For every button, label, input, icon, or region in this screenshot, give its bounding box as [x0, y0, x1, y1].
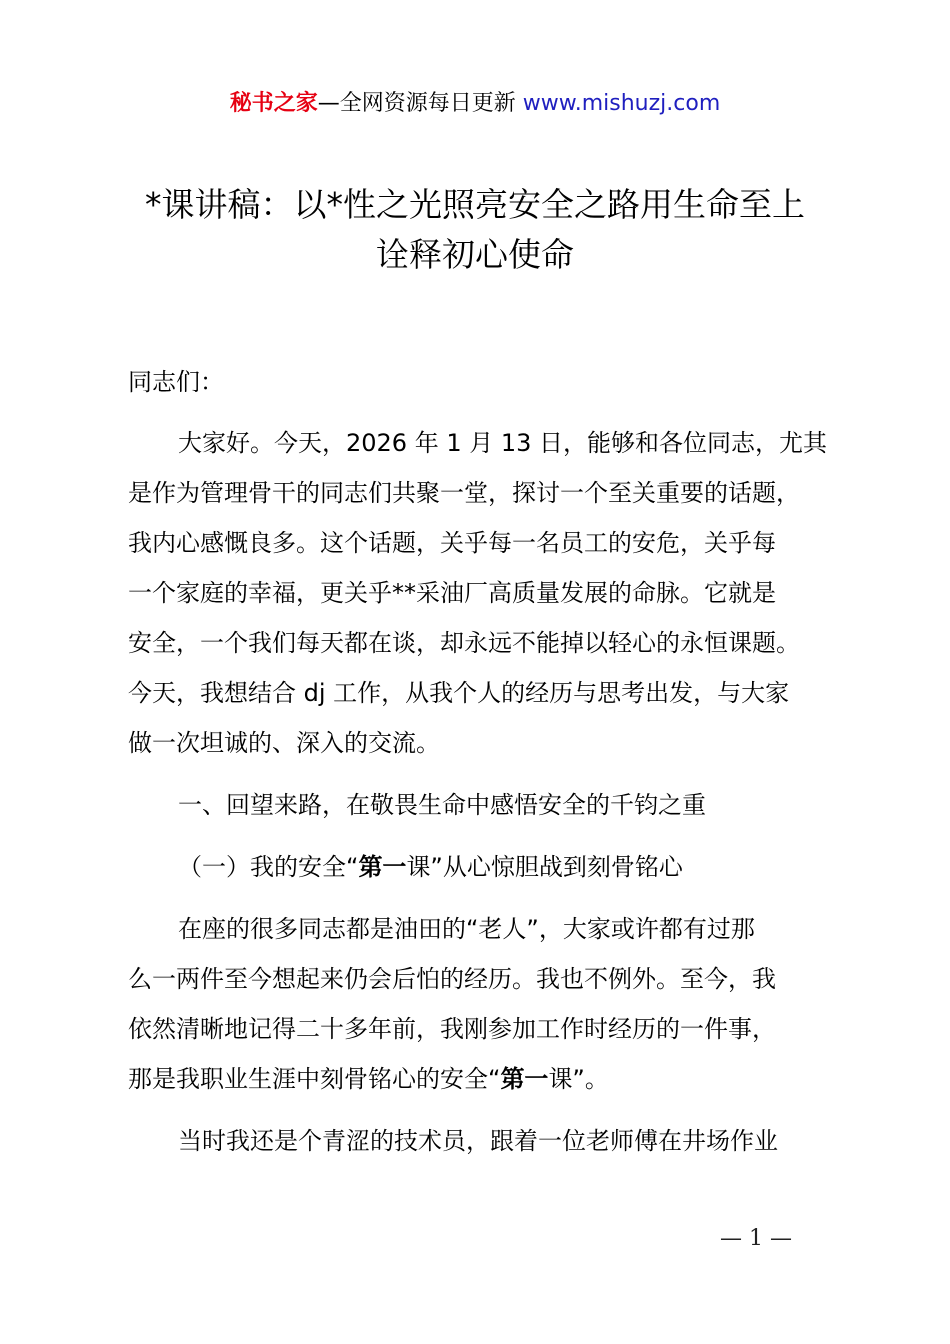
paragraph-1-line: 大家好。今天，2026 年 1 月 13 日，能够和各位同志，尤其 [178, 429, 828, 457]
paragraph-text: 课”。 [548, 1065, 609, 1093]
paragraph-2-line: 在座的很多同志都是油田的“老人”，大家或许都有过那 [178, 915, 755, 943]
paragraph-2-line: 么一两件至今想起来仍会后怕的经历。我也不例外。至今，我 [128, 965, 776, 993]
salutation: 同志们： [128, 368, 224, 396]
paragraph-1-line: 做一次坦诚的、深入的交流。 [128, 729, 440, 757]
title-line-2: 诠释初心使命 [376, 235, 574, 274]
site-header-banner [0, 88, 950, 120]
paragraph-3-line: 当时我还是个青涩的技术员，跟着一位老师傅在井场作业 [178, 1127, 778, 1155]
paragraph-2-line: 依然清晰地记得二十多年前，我刚参加工作时经历的一件事， [128, 1015, 776, 1043]
paragraph-1-line: 今天，我想结合 dj 工作，从我个人的经历与思考出发，与大家 [128, 679, 790, 707]
paragraph-1-line: 安全，一个我们每天都在谈，却永远不能掉以轻心的永恒课题。 [128, 629, 800, 657]
paragraph-2-line [128, 1064, 609, 1094]
site-url-link[interactable]: www.mishuzj.com [522, 91, 721, 116]
subheading-bold-text: 第一 [358, 853, 407, 881]
paragraph-bold-text: 第一 [500, 1065, 549, 1093]
paragraph-1-line: 是作为管理骨干的同志们共聚一堂，探讨一个至关重要的话题， [128, 479, 800, 507]
paragraph-1-line: 一个家庭的幸福，更关乎**采油厂高质量发展的命脉。它就是 [128, 579, 776, 607]
page-number: — 1 — [720, 1226, 792, 1251]
brand-name: 秘书之家 [229, 91, 318, 116]
subheading-text: （一）我的安全“ [178, 853, 359, 881]
header-tagline: —全网资源每日更新 [317, 91, 523, 116]
paragraph-text: 那是我职业生涯中刻骨铭心的安全“ [128, 1065, 501, 1093]
title-line-1: *课讲稿：以*性之光照亮安全之路用生命至上 [145, 185, 805, 224]
subsection-heading-1 [178, 852, 683, 882]
section-heading-1: 一、回望来路，在敬畏生命中感悟安全的千钧之重 [178, 791, 706, 819]
subheading-text: 课”从心惊胆战到刻骨铭心 [406, 853, 683, 881]
document-title [0, 180, 950, 280]
paragraph-1-line: 我内心感慨良多。这个话题，关乎每一名员工的安危，关乎每 [128, 529, 776, 557]
